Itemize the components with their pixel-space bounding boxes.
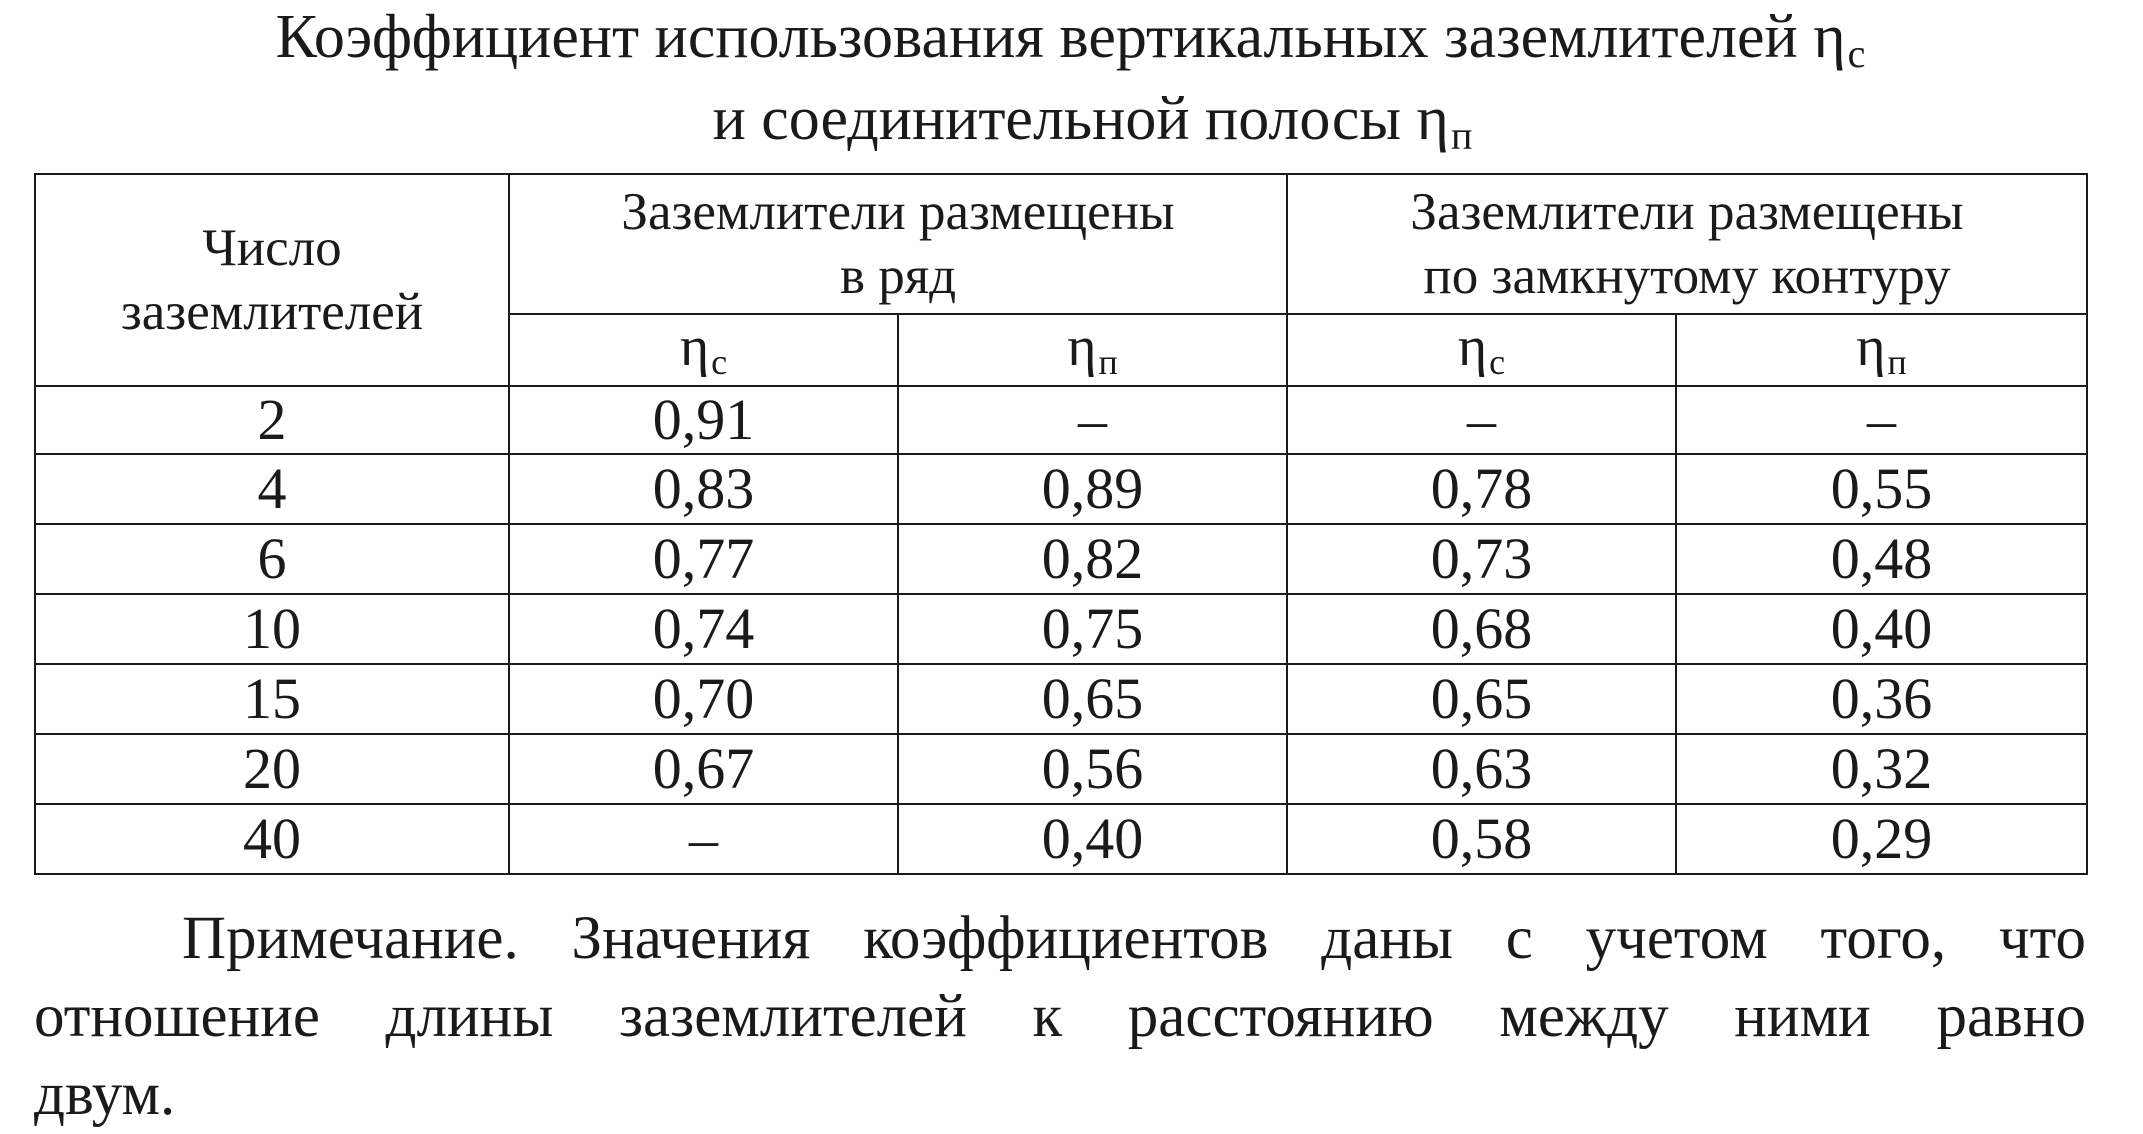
table-cell: 0,29	[1676, 804, 2087, 874]
table-row	[35, 594, 2087, 664]
table-cell: 0,40	[1676, 594, 2087, 664]
table-cell: 0,48	[1676, 524, 2087, 594]
header-count-line-2: заземлителей	[120, 283, 424, 341]
table-cell: 0,74	[509, 594, 898, 664]
table-cell: 0,65	[898, 664, 1287, 734]
eta-symbol: η	[1856, 316, 1886, 378]
table-cell: 0,78	[1287, 454, 1676, 524]
table-cell: 10	[35, 594, 509, 664]
table-cell: 0,40	[898, 804, 1287, 874]
eta-subscript: п	[1098, 342, 1118, 382]
eta-subscript: п	[1450, 113, 1473, 158]
title-line-2	[21, 84, 2143, 161]
table-cell: –	[1287, 386, 1676, 454]
header-group-contour-line-1: Заземлители размещены	[1410, 183, 1964, 241]
title-line-1	[0, 2, 2142, 79]
table-cell: 0,91	[509, 386, 898, 454]
table-row	[35, 386, 2087, 454]
table-cell: 0,67	[509, 734, 898, 804]
header-symbol	[509, 314, 898, 386]
table-cell: 15	[35, 664, 509, 734]
header-group-row	[509, 174, 1287, 314]
note-line-2: отношение длины заземлителей к расстоянию между ними равно	[34, 983, 2086, 1050]
table-cell: 0,56	[898, 734, 1287, 804]
header-group-row-line-1: Заземлители размещены	[621, 183, 1175, 241]
table-cell: 4	[35, 454, 509, 524]
table-cell: 0,63	[1287, 734, 1676, 804]
eta-subscript: п	[1887, 342, 1907, 382]
header-group-contour-line-2: по замкнутому контуру	[1423, 247, 1951, 305]
table-cell: 40	[35, 804, 509, 874]
eta-subscript: с	[711, 342, 728, 382]
table-cell: 0,89	[898, 454, 1287, 524]
table-row	[35, 454, 2087, 524]
table-cell: 6	[35, 524, 509, 594]
table-cell: –	[898, 386, 1287, 454]
table-cell: 0,68	[1287, 594, 1676, 664]
table-row	[35, 664, 2087, 734]
note-line-3: двум.	[34, 1061, 176, 1128]
table-header-row	[35, 174, 2087, 314]
header-symbol	[1287, 314, 1676, 386]
table-cell: 0,73	[1287, 524, 1676, 594]
title-line-2-text: и соединительной полосы	[712, 85, 1417, 153]
eta-symbol: η	[1457, 316, 1488, 378]
header-group-row-line-2: в ряд	[839, 247, 957, 305]
title-line-1-text: Коэффициент использования вертикальных заземлителей	[275, 3, 1814, 71]
eta-subscript: с	[1847, 31, 1866, 76]
table-cell: 0,77	[509, 524, 898, 594]
table-cell: 20	[35, 734, 509, 804]
table-cell: 0,65	[1287, 664, 1676, 734]
eta-symbol: η	[1067, 316, 1097, 378]
table-cell: 0,36	[1676, 664, 2087, 734]
eta-symbol: η	[679, 316, 710, 378]
eta-subscript: с	[1489, 342, 1506, 382]
header-symbol	[898, 314, 1287, 386]
table-cell: 0,58	[1287, 804, 1676, 874]
table-row	[35, 734, 2087, 804]
table-row	[35, 524, 2087, 594]
header-symbol	[1676, 314, 2087, 386]
table-cell: –	[1676, 386, 2087, 454]
table-cell: 0,55	[1676, 454, 2087, 524]
table-cell: 0,70	[509, 664, 898, 734]
header-count	[35, 174, 509, 386]
eta-symbol: η	[1416, 85, 1449, 153]
eta-symbol: η	[1813, 3, 1846, 71]
table-cell: 0,82	[898, 524, 1287, 594]
table-cell: 0,83	[509, 454, 898, 524]
header-count-line-1: Число	[202, 219, 342, 277]
coefficients-table	[34, 173, 2088, 875]
table-cell: –	[509, 804, 898, 874]
table-cell: 0,75	[898, 594, 1287, 664]
table-cell: 0,32	[1676, 734, 2087, 804]
table-row	[35, 804, 2087, 874]
table-cell: 2	[35, 386, 509, 454]
note-line-1: Примечание. Значения коэффициентов даны с учетом того, что	[182, 905, 2086, 972]
note-paragraph	[34, 900, 2086, 1134]
header-group-contour	[1287, 174, 2087, 314]
